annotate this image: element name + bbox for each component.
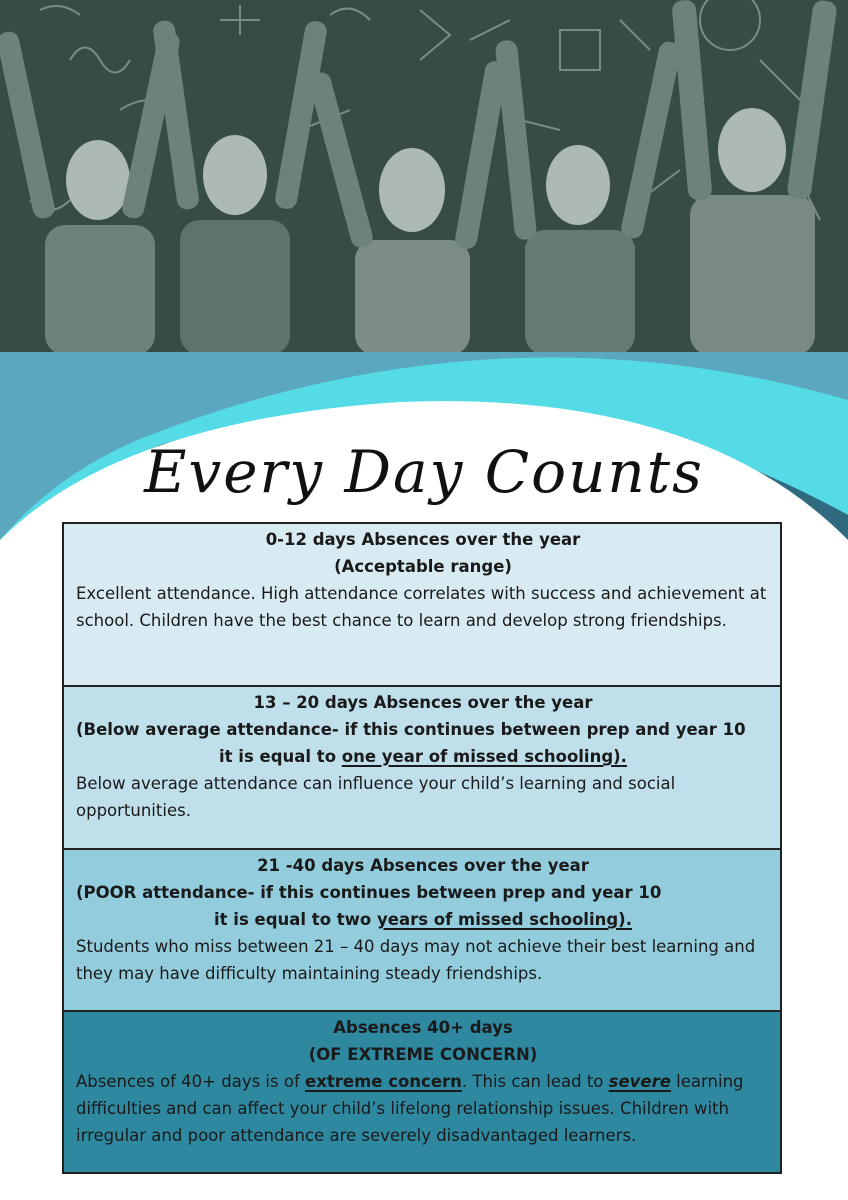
row-note-underlined: one year of missed schooling). — [341, 747, 627, 766]
table-row-poor — [64, 850, 780, 1012]
row-heading: 21 -40 days Absences over the year — [257, 856, 589, 875]
page-title: Every Day Counts — [144, 438, 704, 506]
row-note-line2 — [76, 743, 770, 770]
row-heading: 0-12 days Absences over the year — [265, 530, 581, 549]
row-note-prefix: it is equal to — [219, 747, 342, 766]
row-heading: 13 – 20 days Absences over the year — [253, 693, 593, 712]
attendance-table — [62, 522, 782, 1174]
hero-photo — [0, 0, 848, 355]
row-body: Excellent attendance. High attendance correlates with success and achievement at school. Children have the best chance to learn and develop strong friendships. — [76, 584, 767, 630]
table-row-below-average — [64, 687, 780, 850]
row-note-line1: (Below average attendance- if this continues between prep and year 10 — [76, 720, 746, 739]
row-note-line1: (POOR attendance- if this continues between prep and year 10 — [76, 883, 662, 902]
body-text: learning difficulties and can affect your child’s lifelong relationship issues. Children with irregular and poor attendance are severely disadvantaged learners. — [76, 1072, 744, 1145]
body-text: Absences of 40+ days is of — [76, 1072, 306, 1091]
row-note-underlined: years of missed schooling). — [377, 910, 632, 929]
table-row-extreme-concern — [64, 1012, 780, 1172]
row-note-prefix: it is equal to two — [214, 910, 377, 929]
row-subheading: (Acceptable range) — [334, 557, 512, 576]
row-note-line2 — [76, 906, 770, 933]
body-text: . This can lead to — [461, 1072, 609, 1091]
body-underlined-severe: severe — [608, 1072, 671, 1091]
row-body — [76, 1068, 770, 1149]
row-body: Below average attendance can influence your child’s learning and social opportunities. — [76, 774, 676, 820]
body-underlined-extreme: extreme concern — [305, 1072, 462, 1091]
row-subheading: (OF EXTREME CONCERN) — [308, 1045, 538, 1064]
row-body: Students who miss between 21 – 40 days may not achieve their best learning and they may have difficulty maintaining steady friendships. — [76, 937, 756, 983]
row-heading: Absences 40+ days — [333, 1018, 513, 1037]
table-row-acceptable — [64, 524, 780, 687]
